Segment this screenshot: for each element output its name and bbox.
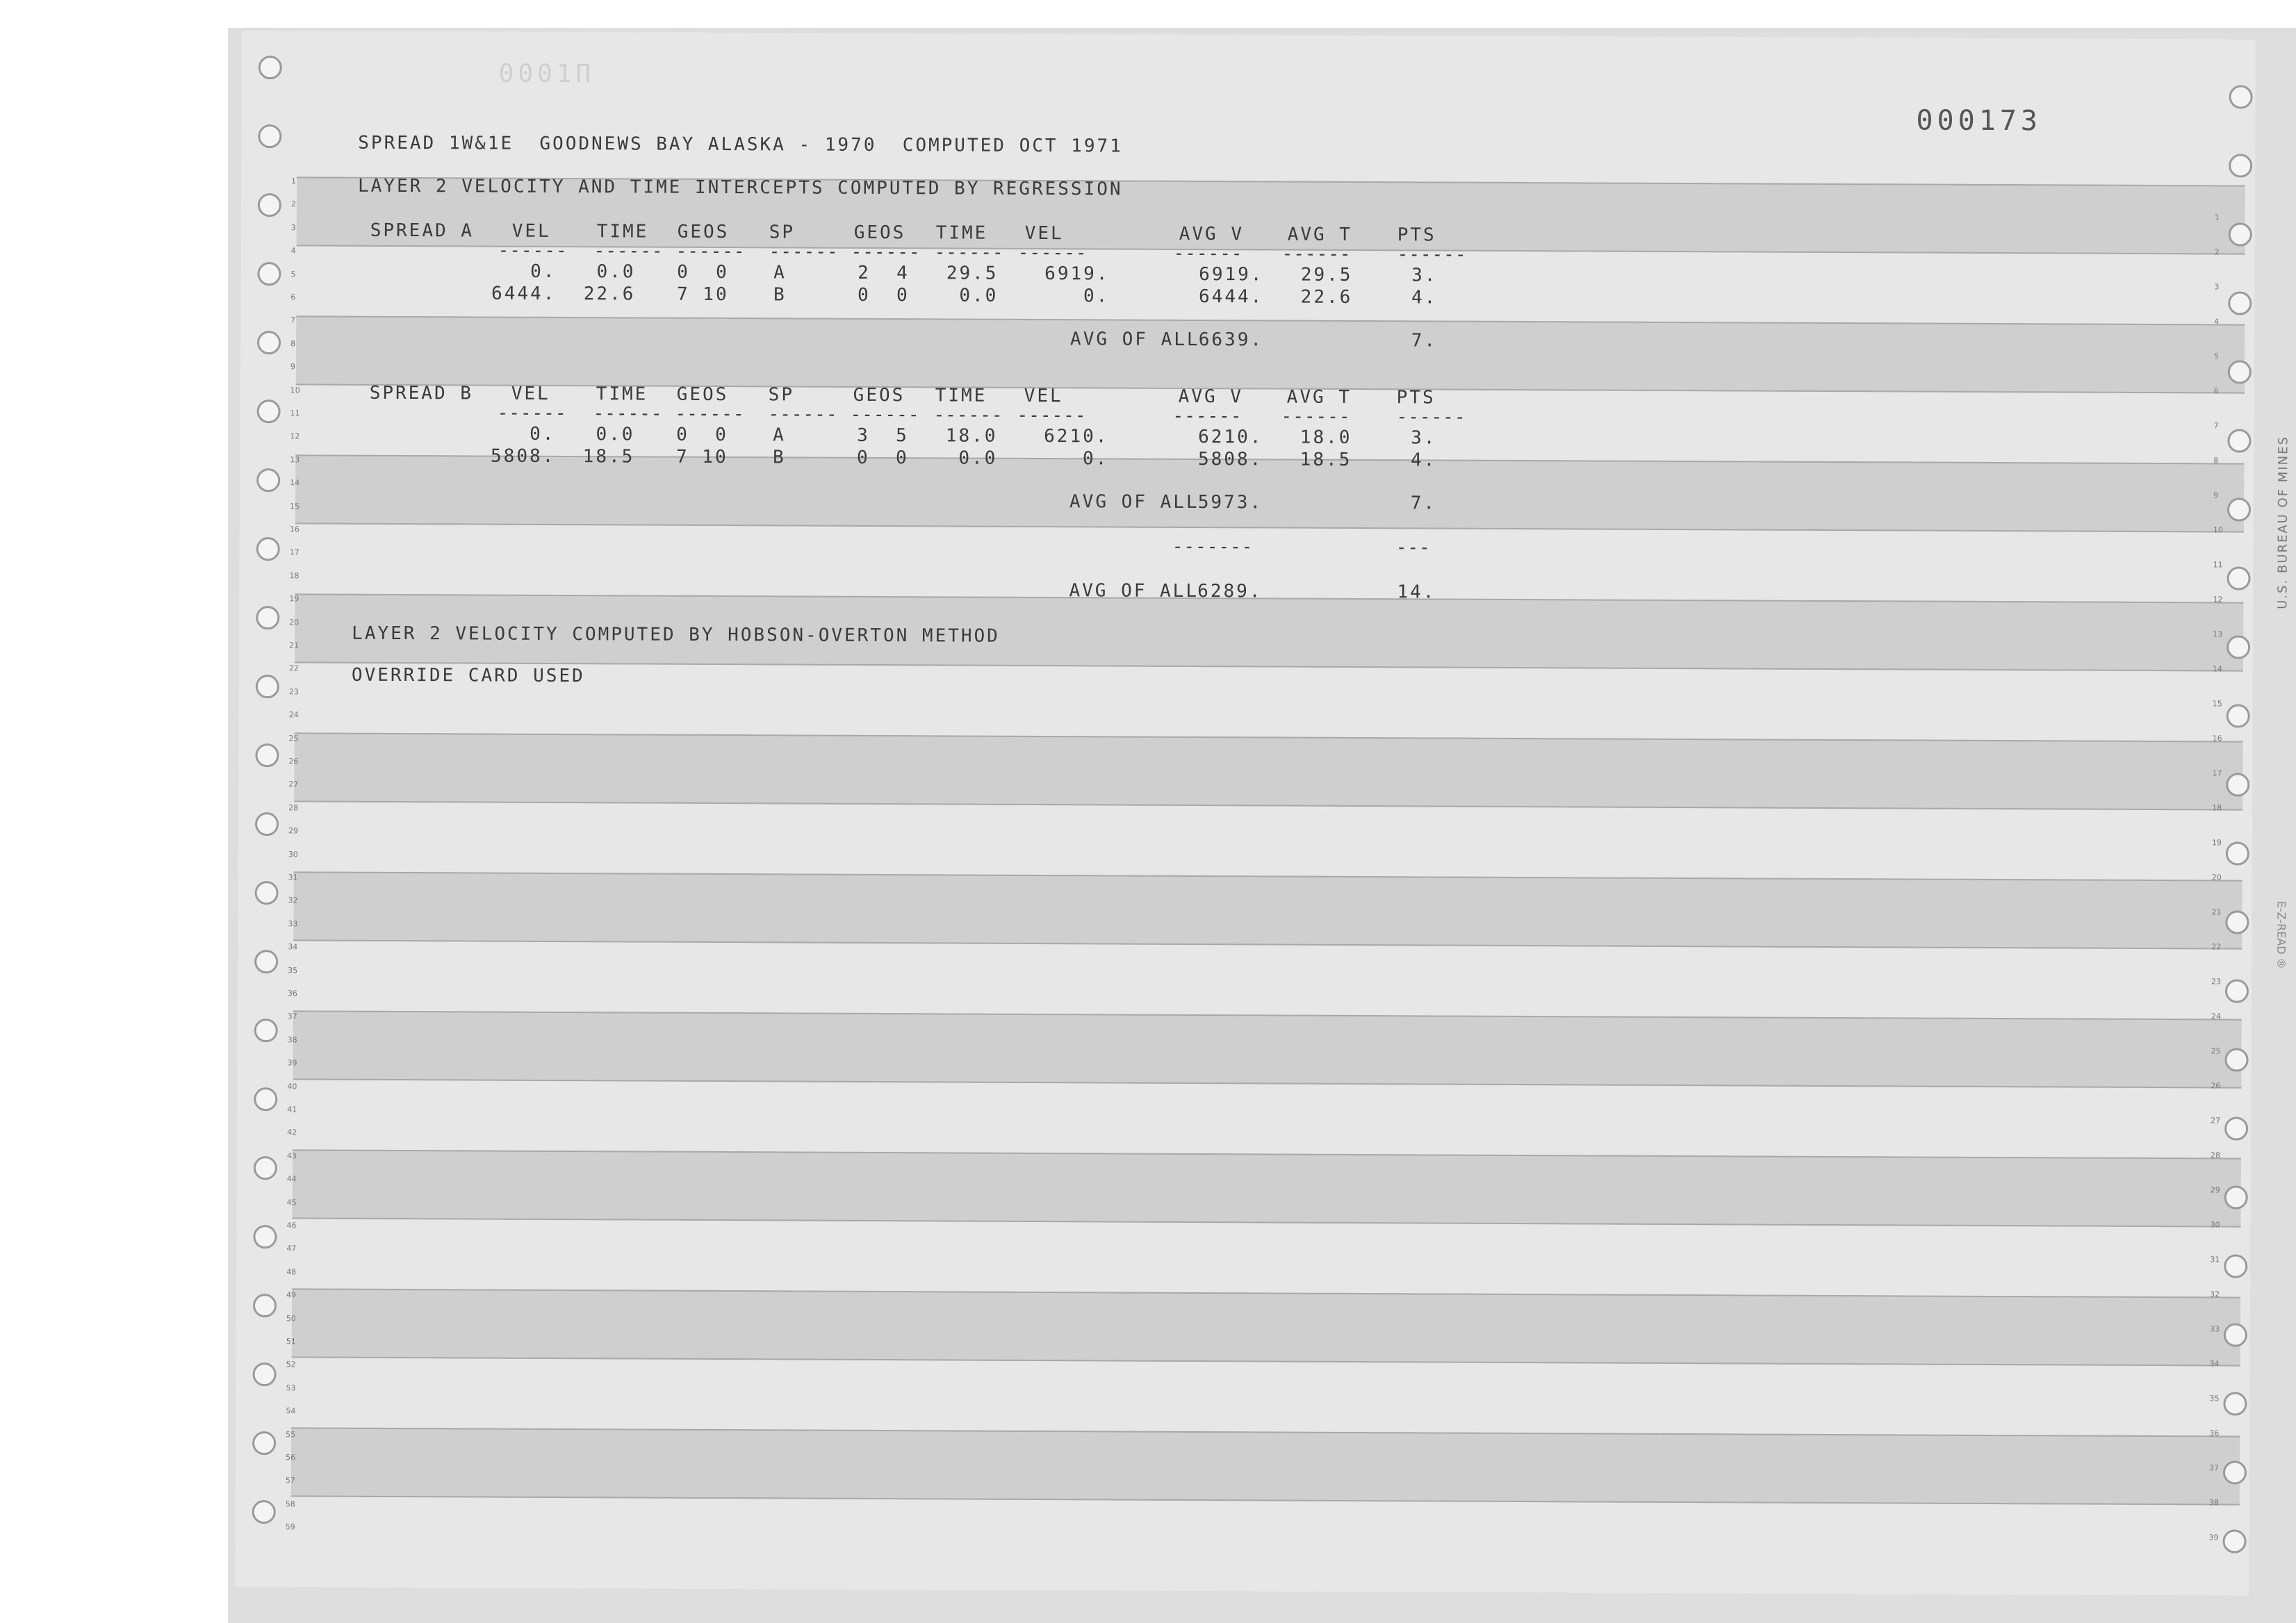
line-number: 4 [290, 246, 296, 256]
line-number: 37 [2208, 1463, 2220, 1473]
line-number: 46 [286, 1221, 297, 1230]
line-number: 13 [2213, 629, 2223, 639]
line-number: 5 [2213, 352, 2220, 361]
feed-hole [253, 1225, 277, 1249]
cell-pts: 3. [1411, 265, 1438, 286]
line-number: 10 [2213, 525, 2223, 535]
line-number: 37 [287, 1012, 297, 1021]
line-number: 59 [285, 1522, 295, 1532]
line-number: 29 [288, 826, 299, 836]
dash-rule: ------ [933, 404, 1003, 426]
line-number: 33 [288, 919, 298, 929]
cell-time: 0.0 [596, 261, 636, 283]
column-header: TIME [935, 222, 988, 244]
line-number: 27 [288, 780, 299, 789]
spread-name: SPREAD B [369, 382, 474, 404]
column-header: AVG T [1287, 224, 1353, 245]
line-number: 44 [286, 1174, 297, 1184]
line-number: 20 [289, 617, 300, 627]
column-header: GEOS [677, 221, 730, 243]
total-rule: --- [1395, 537, 1431, 559]
line-number: 30 [2210, 1220, 2220, 1230]
cell-geos: 2 4 [858, 262, 910, 284]
line-number: 15 [289, 501, 300, 511]
cell-vel: 6210. [1044, 426, 1109, 447]
feed-hole [258, 124, 281, 148]
line-number: 38 [287, 1035, 297, 1045]
feed-hole [255, 881, 279, 905]
override-note: OVERRIDE CARD USED [351, 664, 585, 687]
line-number: 12 [290, 431, 300, 441]
line-number: 42 [287, 1128, 297, 1137]
feed-hole [258, 193, 281, 217]
cell-avg-v: 6444. [1198, 286, 1264, 308]
line-number: 7 [290, 315, 296, 325]
line-number: 5 [290, 269, 296, 279]
column-header: TIME [935, 385, 987, 406]
total-value: 6289. [1197, 581, 1263, 602]
feed-hole [2224, 1323, 2247, 1346]
cell-sp: B [773, 284, 787, 306]
cell-time: 22.6 [583, 283, 636, 305]
feed-hole [2227, 429, 2251, 452]
line-number: 20 [2211, 873, 2222, 882]
feed-hole [2225, 979, 2249, 1003]
line-number: 7 [2213, 421, 2219, 431]
cell-avg-t: 18.0 [1299, 427, 1352, 448]
dash-rule: ------ [1172, 405, 1243, 427]
cell-avg-v: 5808. [1197, 449, 1263, 470]
feed-hole [259, 56, 282, 79]
column-header: PTS [1396, 387, 1436, 409]
dash-rule: ------ [593, 403, 663, 425]
line-number: 32 [2210, 1290, 2220, 1299]
dash-rule: ------ [850, 404, 920, 426]
column-header: AVG T [1286, 386, 1352, 408]
cell-time: 0.0 [596, 424, 635, 445]
faint-stamp: 0001Π [498, 59, 596, 89]
column-header: AVG V [1179, 223, 1245, 245]
line-number: 52 [286, 1360, 296, 1369]
cell-avg-t: 22.6 [1300, 286, 1353, 308]
cell-vel: 0. [1082, 448, 1109, 470]
line-number: 24 [288, 710, 299, 720]
bureau-label: U.S. BUREAU OF MINES [2275, 436, 2291, 609]
feed-hole [254, 1087, 277, 1111]
feed-hole [2223, 1392, 2247, 1415]
line-number: 25 [288, 733, 299, 743]
line-number: 26 [2211, 1081, 2221, 1091]
printout-page [235, 31, 2291, 1596]
cell-geos: 0 0 [676, 424, 728, 446]
line-number: 10 [290, 385, 300, 395]
column-header: VEL [1024, 222, 1064, 245]
line-number: 49 [286, 1290, 297, 1300]
cell-geos: 7 10 [676, 283, 729, 306]
total-pts: 14. [1397, 582, 1436, 603]
dash-rule: ------ [497, 402, 567, 425]
line-number: 50 [286, 1313, 296, 1323]
column-header: PTS [1397, 224, 1436, 246]
line-number: 19 [2211, 838, 2222, 848]
line-number: 11 [2213, 560, 2223, 570]
feed-hole [256, 468, 280, 492]
line-number: 47 [286, 1244, 297, 1253]
cell-vel: 6919. [1044, 263, 1110, 285]
cell-vel: 0. [530, 423, 556, 445]
line-number: 6 [2213, 386, 2219, 396]
greenbar-band [292, 1288, 2240, 1369]
line-number: 14 [290, 478, 300, 488]
cell-sp: A [773, 262, 787, 283]
cell-geos: 3 5 [857, 425, 909, 447]
line-number: 57 [285, 1476, 295, 1485]
avg-value: 6639. [1198, 329, 1264, 351]
greenbar-band [291, 1427, 2240, 1508]
column-header: GEOS [853, 222, 906, 244]
feed-hole [252, 1500, 276, 1524]
column-header: TIME [596, 384, 648, 405]
avg-value: 5973. [1197, 492, 1263, 513]
line-number: 3 [2214, 282, 2220, 292]
line-number: 8 [290, 339, 296, 349]
line-number: 14 [2212, 664, 2223, 674]
avg-label: AVG OF ALL [1070, 329, 1200, 351]
line-number: 8 [2213, 456, 2219, 466]
line-number: 17 [2212, 768, 2222, 778]
cell-geos: 7 10 [675, 446, 728, 468]
feed-hole [2228, 360, 2252, 384]
line-number: 11 [290, 409, 300, 418]
feed-hole [2224, 1117, 2248, 1140]
spread-name: SPREAD A [370, 220, 475, 242]
line-number: 32 [288, 896, 298, 905]
feed-hole [2227, 704, 2250, 727]
cell-time: 18.5 [582, 446, 635, 468]
cell-time: 0.0 [959, 285, 999, 306]
line-number: 30 [288, 849, 298, 859]
column-header: TIME [596, 221, 649, 242]
feed-hole [256, 675, 279, 698]
dash-rule: ------ [1173, 242, 1243, 265]
dash-rule: ------ [1017, 242, 1088, 264]
line-number: 26 [288, 757, 299, 766]
line-number: 55 [286, 1429, 296, 1439]
line-number: 29 [2210, 1185, 2220, 1195]
line-number: 51 [286, 1337, 296, 1346]
feed-hole [256, 606, 279, 629]
feed-hole [2225, 910, 2249, 934]
total-label: AVG OF ALL [1069, 580, 1199, 602]
line-number: 18 [2212, 803, 2222, 813]
dash-rule: ------ [1281, 243, 1352, 265]
report-title: SPREAD 1W&1E GOODNEWS BAY ALASKA - 1970 COMPUTED OCT 1971 [358, 132, 1123, 157]
line-number: 34 [2209, 1359, 2220, 1369]
line-number: 16 [2212, 734, 2222, 743]
report-subtitle: LAYER 2 VELOCITY AND TIME INTERCEPTS COMPUTED BY REGRESSION [357, 175, 1123, 200]
feed-hole [257, 262, 281, 286]
dash-rule: ------ [851, 241, 921, 263]
line-number: 19 [289, 594, 300, 604]
feed-hole [253, 1294, 277, 1317]
line-number: 12 [2213, 595, 2223, 604]
column-header: VEL [511, 220, 551, 242]
line-number: 31 [288, 873, 298, 882]
dash-rule: ------ [769, 241, 839, 263]
dash-rule: ------ [1281, 406, 1351, 427]
greenbar-band [293, 1010, 2241, 1091]
dash-rule: ------ [675, 240, 746, 263]
line-number: 31 [2210, 1255, 2220, 1264]
total-rule: ------- [1172, 536, 1254, 558]
line-number: 9 [2213, 491, 2219, 500]
feed-hole [2224, 1048, 2248, 1071]
feed-hole [255, 812, 279, 836]
feed-hole [252, 1431, 276, 1455]
line-number: 53 [286, 1383, 296, 1393]
feed-hole [2229, 222, 2252, 246]
column-header: GEOS [676, 384, 729, 406]
line-number: 33 [2209, 1324, 2220, 1334]
cell-sp: B [772, 447, 786, 468]
avg-pts: 7. [1411, 330, 1438, 352]
cell-sp: A [773, 425, 786, 446]
cell-pts: 4. [1410, 450, 1437, 471]
dash-rule: ------ [498, 240, 568, 262]
line-number: 40 [287, 1081, 297, 1091]
line-number: 1 [2214, 213, 2220, 222]
greenbar-band [294, 732, 2242, 813]
line-number: 34 [288, 942, 298, 952]
line-number: 15 [2212, 699, 2222, 709]
line-number: 21 [289, 641, 300, 650]
line-number: 35 [2209, 1394, 2220, 1403]
feed-hole [254, 950, 278, 973]
line-number: 21 [2211, 907, 2222, 917]
line-number: 3 [290, 223, 296, 233]
cell-vel: 6444. [491, 283, 557, 304]
feed-hole [254, 1019, 278, 1042]
method-note: LAYER 2 VELOCITY COMPUTED BY HOBSON-OVERTON METHOD [352, 623, 1000, 647]
line-number: 39 [287, 1058, 297, 1068]
dash-rule: ------ [1396, 406, 1466, 428]
line-number: 39 [2208, 1533, 2219, 1542]
feed-hole [2228, 291, 2252, 315]
cell-pts: 3. [1411, 427, 1437, 449]
feed-hole [2227, 497, 2251, 521]
feed-hole [2227, 635, 2250, 659]
line-number: 56 [286, 1453, 296, 1463]
line-number: 9 [290, 362, 295, 372]
line-number: 36 [2209, 1428, 2220, 1438]
line-number: 6 [290, 293, 296, 302]
cell-avg-v: 6210. [1198, 427, 1263, 448]
line-number: 22 [288, 664, 300, 673]
cell-avg-t: 18.5 [1299, 449, 1352, 470]
cell-vel: 5808. [490, 445, 556, 467]
line-number: 2 [290, 199, 296, 209]
dash-rule: ------ [593, 240, 664, 262]
feed-hole [2226, 841, 2249, 865]
line-number: 27 [2211, 1116, 2221, 1126]
dash-rule: ------ [1017, 404, 1087, 427]
line-number: 2 [2214, 247, 2220, 257]
line-number: 23 [2211, 977, 2222, 987]
line-number: 18 [289, 571, 300, 581]
feed-hole [2222, 1529, 2246, 1553]
document-number: 000173 [1916, 104, 2042, 138]
line-number: 38 [2208, 1498, 2219, 1508]
column-header: VEL [1024, 385, 1063, 407]
line-number: 17 [289, 547, 300, 557]
cell-vel: 0. [1083, 286, 1110, 307]
column-header: SP [768, 384, 795, 406]
column-header: GEOS [853, 384, 905, 406]
line-number: 48 [286, 1267, 297, 1277]
feed-hole [256, 537, 280, 561]
line-number: 54 [286, 1406, 296, 1416]
line-number: 28 [288, 803, 299, 813]
cell-geos: 0 0 [857, 284, 910, 306]
brand-label: E-Z-READ ® [2274, 900, 2288, 969]
line-number: 4 [2214, 317, 2220, 327]
dash-rule: ------ [934, 242, 1004, 263]
line-number: 28 [2210, 1151, 2220, 1160]
cell-avg-t: 29.5 [1300, 264, 1353, 286]
feed-hole [2229, 154, 2252, 177]
line-number: 41 [287, 1105, 297, 1114]
cell-time: 0.0 [958, 447, 998, 469]
line-number: 35 [288, 965, 298, 975]
line-number: 58 [285, 1499, 295, 1509]
cell-geos: 0 0 [856, 447, 909, 469]
cell-avg-v: 6919. [1199, 264, 1264, 286]
dash-rule: ------ [1397, 244, 1467, 265]
line-number: 43 [286, 1151, 297, 1161]
feed-hole [254, 1156, 277, 1180]
line-number: 13 [290, 455, 300, 465]
column-header: VEL [511, 383, 550, 404]
feed-hole [2223, 1460, 2247, 1484]
line-number: 45 [286, 1197, 297, 1207]
line-number: 22 [2211, 942, 2222, 952]
feed-hole [2229, 85, 2253, 108]
avg-label: AVG OF ALL [1069, 491, 1199, 513]
feed-hole [257, 331, 281, 354]
line-number: 24 [2211, 1012, 2221, 1021]
line-number: 1 [291, 176, 297, 186]
feed-hole [252, 1362, 276, 1386]
line-number: 36 [287, 989, 297, 998]
cell-pts: 4. [1411, 287, 1438, 308]
cell-geos: 0 0 [677, 261, 729, 283]
feed-hole [2227, 566, 2251, 590]
line-number: 16 [289, 525, 300, 534]
feed-hole [255, 743, 279, 767]
dash-rule: ------ [768, 404, 838, 425]
greenbar-band [293, 1149, 2241, 1230]
line-number: 25 [2211, 1046, 2221, 1056]
cell-vel: 0. [530, 261, 557, 282]
cell-time: 18.0 [945, 425, 998, 447]
column-header: AVG V [1178, 386, 1244, 408]
line-number: 23 [288, 687, 299, 697]
feed-hole [2224, 1185, 2248, 1209]
column-header: SP [769, 222, 796, 243]
dash-rule: ------ [675, 403, 745, 425]
cell-time: 29.5 [946, 263, 999, 284]
feed-hole [2224, 1254, 2247, 1278]
feed-hole [2226, 773, 2249, 796]
feed-hole [257, 399, 281, 423]
avg-pts: 7. [1410, 493, 1437, 514]
